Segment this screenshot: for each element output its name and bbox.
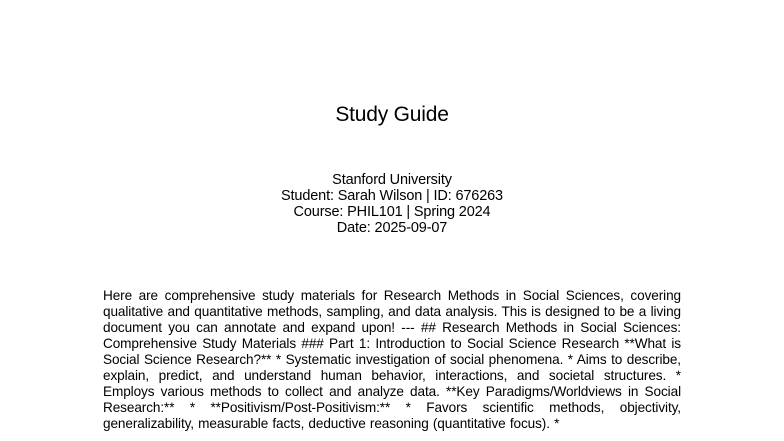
institution-name: Stanford University bbox=[332, 172, 452, 188]
page-title: Study Guide bbox=[335, 103, 449, 126]
document-date: Date: 2025-09-07 bbox=[336, 220, 448, 236]
document-header-info bbox=[0, 172, 784, 236]
course-info: Course: PHIL101 | Spring 2024 bbox=[293, 204, 491, 220]
body-paragraph: Here are comprehensive study materials for Research Methods in Social Sciences, covering qualitative and quantitative methods, sampling, and data analysis. This is designed to be a living document you can annotate and expand upon! --- ## Research Methods in Social Sciences: Comprehensive Study Materials ### Part 1: Introduction to Social Science Research **What is Social Science Research?** * Systematic investigation of social phenomena. * Aims to describe, explain, predict, and understand human behavior, interactions, and societal structures. * Employs various methods to collect and analyze data. **Key Paradigms/Worldviews in Social Research:** * **Positivism/Post-Positivism:** * Favors scientific methods, objectivity, generalizability, measurable facts, deductive reasoning (quantitative focus). * bbox=[103, 288, 681, 431]
student-info: Student: Sarah Wilson | ID: 676263 bbox=[281, 188, 503, 204]
